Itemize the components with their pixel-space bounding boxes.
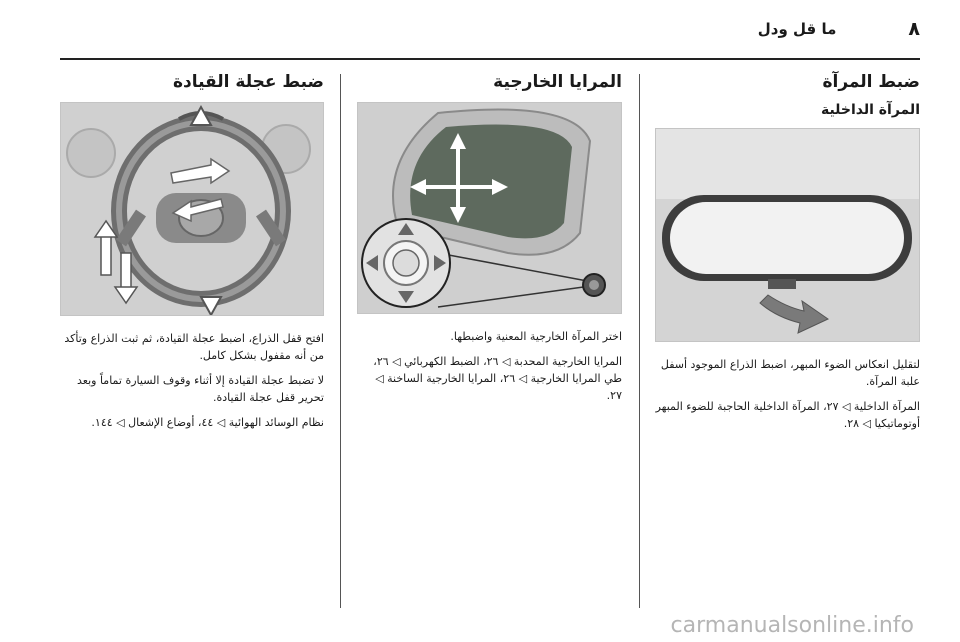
exterior-mirror-illustration xyxy=(357,102,622,314)
section-heading-mirror-adjustment: ضبط المرآة xyxy=(822,72,920,92)
paragraph-interior-mirror-2: المرآة الداخلية ◁ ٢٧، المرآة الداخلية الحاجبة للضوء المبهر أوتوماتيكيا ◁ ٢٨. xyxy=(655,400,920,430)
column-divider-right xyxy=(639,74,640,608)
column-exterior-mirrors xyxy=(357,68,622,412)
column-divider-left xyxy=(340,74,341,608)
paragraph-steering-wheel-3: نظام الوسائد الهوائية ◁ ٤٤، أوضاع الإشعال ◁ ١٤٤. xyxy=(91,416,324,429)
paragraph-exterior-mirrors-1: اختر المرآة الخارجية المعنية واضبطها. xyxy=(450,330,622,343)
running-title: ما قل ودل xyxy=(757,20,837,38)
subheading-interior-mirror: المرآة الداخلية xyxy=(820,102,920,118)
paragraph-steering-wheel-2: لا تضبط عجلة القيادة إلا أثناء وقوف السيارة تماماً وبعد تحرير قفل عجلة القيادة. xyxy=(77,374,324,404)
column-steering-wheel xyxy=(60,68,324,439)
steering-wheel-illustration xyxy=(60,102,324,316)
page-number: ٨ xyxy=(908,18,920,40)
paragraph-interior-mirror-1: لتقليل انعكاس الضوء المبهر، اضبط الذراع الموجود أسفل علبة المرآة. xyxy=(660,358,920,388)
section-heading-exterior-mirrors: المرايا الخارجية xyxy=(493,72,622,92)
paragraph-exterior-mirrors-2: المرايا الخارجية المحدبة ◁ ٢٦، الضبط الكهربائي ◁ ٢٦، طي المرايا الخارجية ◁ ٢٦، المرايا الخارجية الساخنة ◁ ٢٧. xyxy=(373,355,622,402)
column-mirror-adjustment xyxy=(655,68,920,440)
header-rule xyxy=(60,58,920,60)
section-heading-steering-wheel: ضبط عجلة القيادة xyxy=(172,72,324,92)
paragraph-steering-wheel-1: افتح قفل الذراع، اضبط عجلة القيادة، ثم ثبت الذراع وتأكد من أنه مقفول بشكل كامل. xyxy=(64,332,324,362)
interior-mirror-illustration xyxy=(655,128,920,342)
watermark: carmanualsonline.info xyxy=(670,613,914,638)
page-header xyxy=(60,14,920,44)
